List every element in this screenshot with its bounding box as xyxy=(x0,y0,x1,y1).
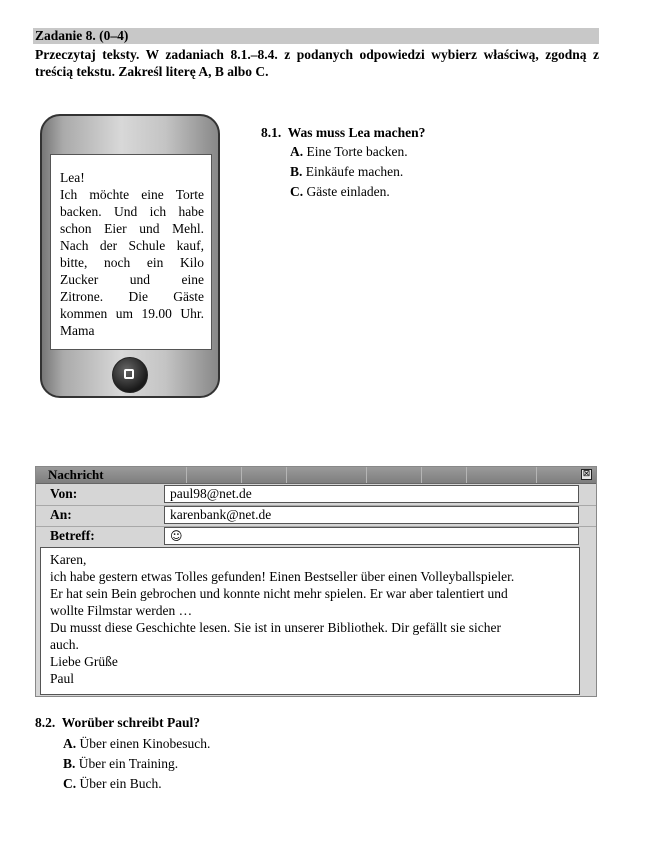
answer-option-b[interactable] xyxy=(63,755,178,772)
question-8-1 xyxy=(261,124,425,141)
phone-text-line: Mama xyxy=(60,323,95,338)
task-title: Zadanie 8. (0–4) xyxy=(35,28,129,43)
to-label: An: xyxy=(50,507,72,522)
message-body-line: Du musst diese Geschichte lesen. Sie ist in unserer Bibliothek. Dir gefällt sie sicher xyxy=(50,620,502,635)
close-icon[interactable]: ⊠ xyxy=(582,469,591,479)
phone-text-line: Zitrone. Die Gäste xyxy=(60,289,204,304)
message-titlebar xyxy=(36,467,596,484)
option-text: Einkäufe machen. xyxy=(305,164,404,179)
from-field[interactable]: paul98@net.de xyxy=(164,485,579,503)
question-number: 8.2. xyxy=(35,715,56,730)
option-text: Eine Torte backen. xyxy=(306,144,408,159)
phone-text-line: kommen um 19.00 Uhr. xyxy=(60,306,204,321)
option-letter: B. xyxy=(290,164,303,179)
answer-option-c[interactable] xyxy=(290,183,390,200)
subject-label: Betreff: xyxy=(50,528,95,543)
option-letter: C. xyxy=(63,776,77,791)
phone-text-line: Lea! xyxy=(60,170,85,185)
subject-field[interactable]: ☺ xyxy=(164,527,579,545)
option-text: Gäste einladen. xyxy=(306,184,390,199)
answer-option-c[interactable] xyxy=(63,775,162,792)
message-body[interactable] xyxy=(40,547,580,695)
message-body-line: ich habe gestern etwas Tolles gefunden! Einen Bestseller über einen Volleyballspieler. xyxy=(50,569,515,584)
option-letter: A. xyxy=(63,736,77,751)
message-body-line: Er hat sein Bein gebrochen und konnte nicht mehr spielen. Er war aber talentiert und xyxy=(50,586,508,601)
phone-text-line: Zucker und eine xyxy=(60,272,204,287)
message-body-line: wollte Filmstar werden … xyxy=(50,603,193,618)
message-body-line: Karen, xyxy=(50,552,87,567)
home-button-icon xyxy=(112,357,148,393)
answer-option-b[interactable] xyxy=(290,163,403,180)
option-text: Über ein Training. xyxy=(78,756,179,771)
to-field[interactable]: karenbank@net.de xyxy=(164,506,579,524)
message-body-line: auch. xyxy=(50,637,79,652)
option-letter: B. xyxy=(63,756,76,771)
phone-text-line: Ich möchte eine Torte xyxy=(60,187,204,202)
phone-text-line: schon Eier und Mehl. xyxy=(60,221,204,236)
phone-text-line: Nach der Schule kauf, xyxy=(60,238,204,253)
question-text: Worüber schreibt Paul? xyxy=(61,715,201,730)
option-text: Über einen Kinobesuch. xyxy=(79,736,211,751)
answer-option-a[interactable] xyxy=(290,143,408,160)
phone-text-line: backen. Und ich habe xyxy=(60,204,204,219)
option-letter: C. xyxy=(290,184,304,199)
message-window-title: Nachricht xyxy=(48,467,104,482)
question-8-2 xyxy=(35,714,200,731)
option-letter: A. xyxy=(290,144,304,159)
from-label: Von: xyxy=(50,486,78,501)
task-instructions: Przeczytaj teksty. W zadaniach 8.1.–8.4. z podanych odpowiedzi wybierz właściwą, zgodną z treścią tekstu. Zakreśl literę A, B albo C. xyxy=(35,47,599,79)
question-number: 8.1. xyxy=(261,125,282,140)
phone-illustration xyxy=(40,114,220,398)
phone-screen xyxy=(50,154,212,350)
message-body-line: Paul xyxy=(50,671,75,686)
question-text: Was muss Lea machen? xyxy=(287,125,426,140)
message-body-line: Liebe Grüße xyxy=(50,654,118,669)
phone-text-line: bitte, noch ein Kilo xyxy=(60,255,204,270)
answer-option-a[interactable] xyxy=(63,735,210,752)
home-square-icon xyxy=(124,369,134,379)
option-text: Über ein Buch. xyxy=(79,776,162,791)
message-window xyxy=(35,466,597,697)
